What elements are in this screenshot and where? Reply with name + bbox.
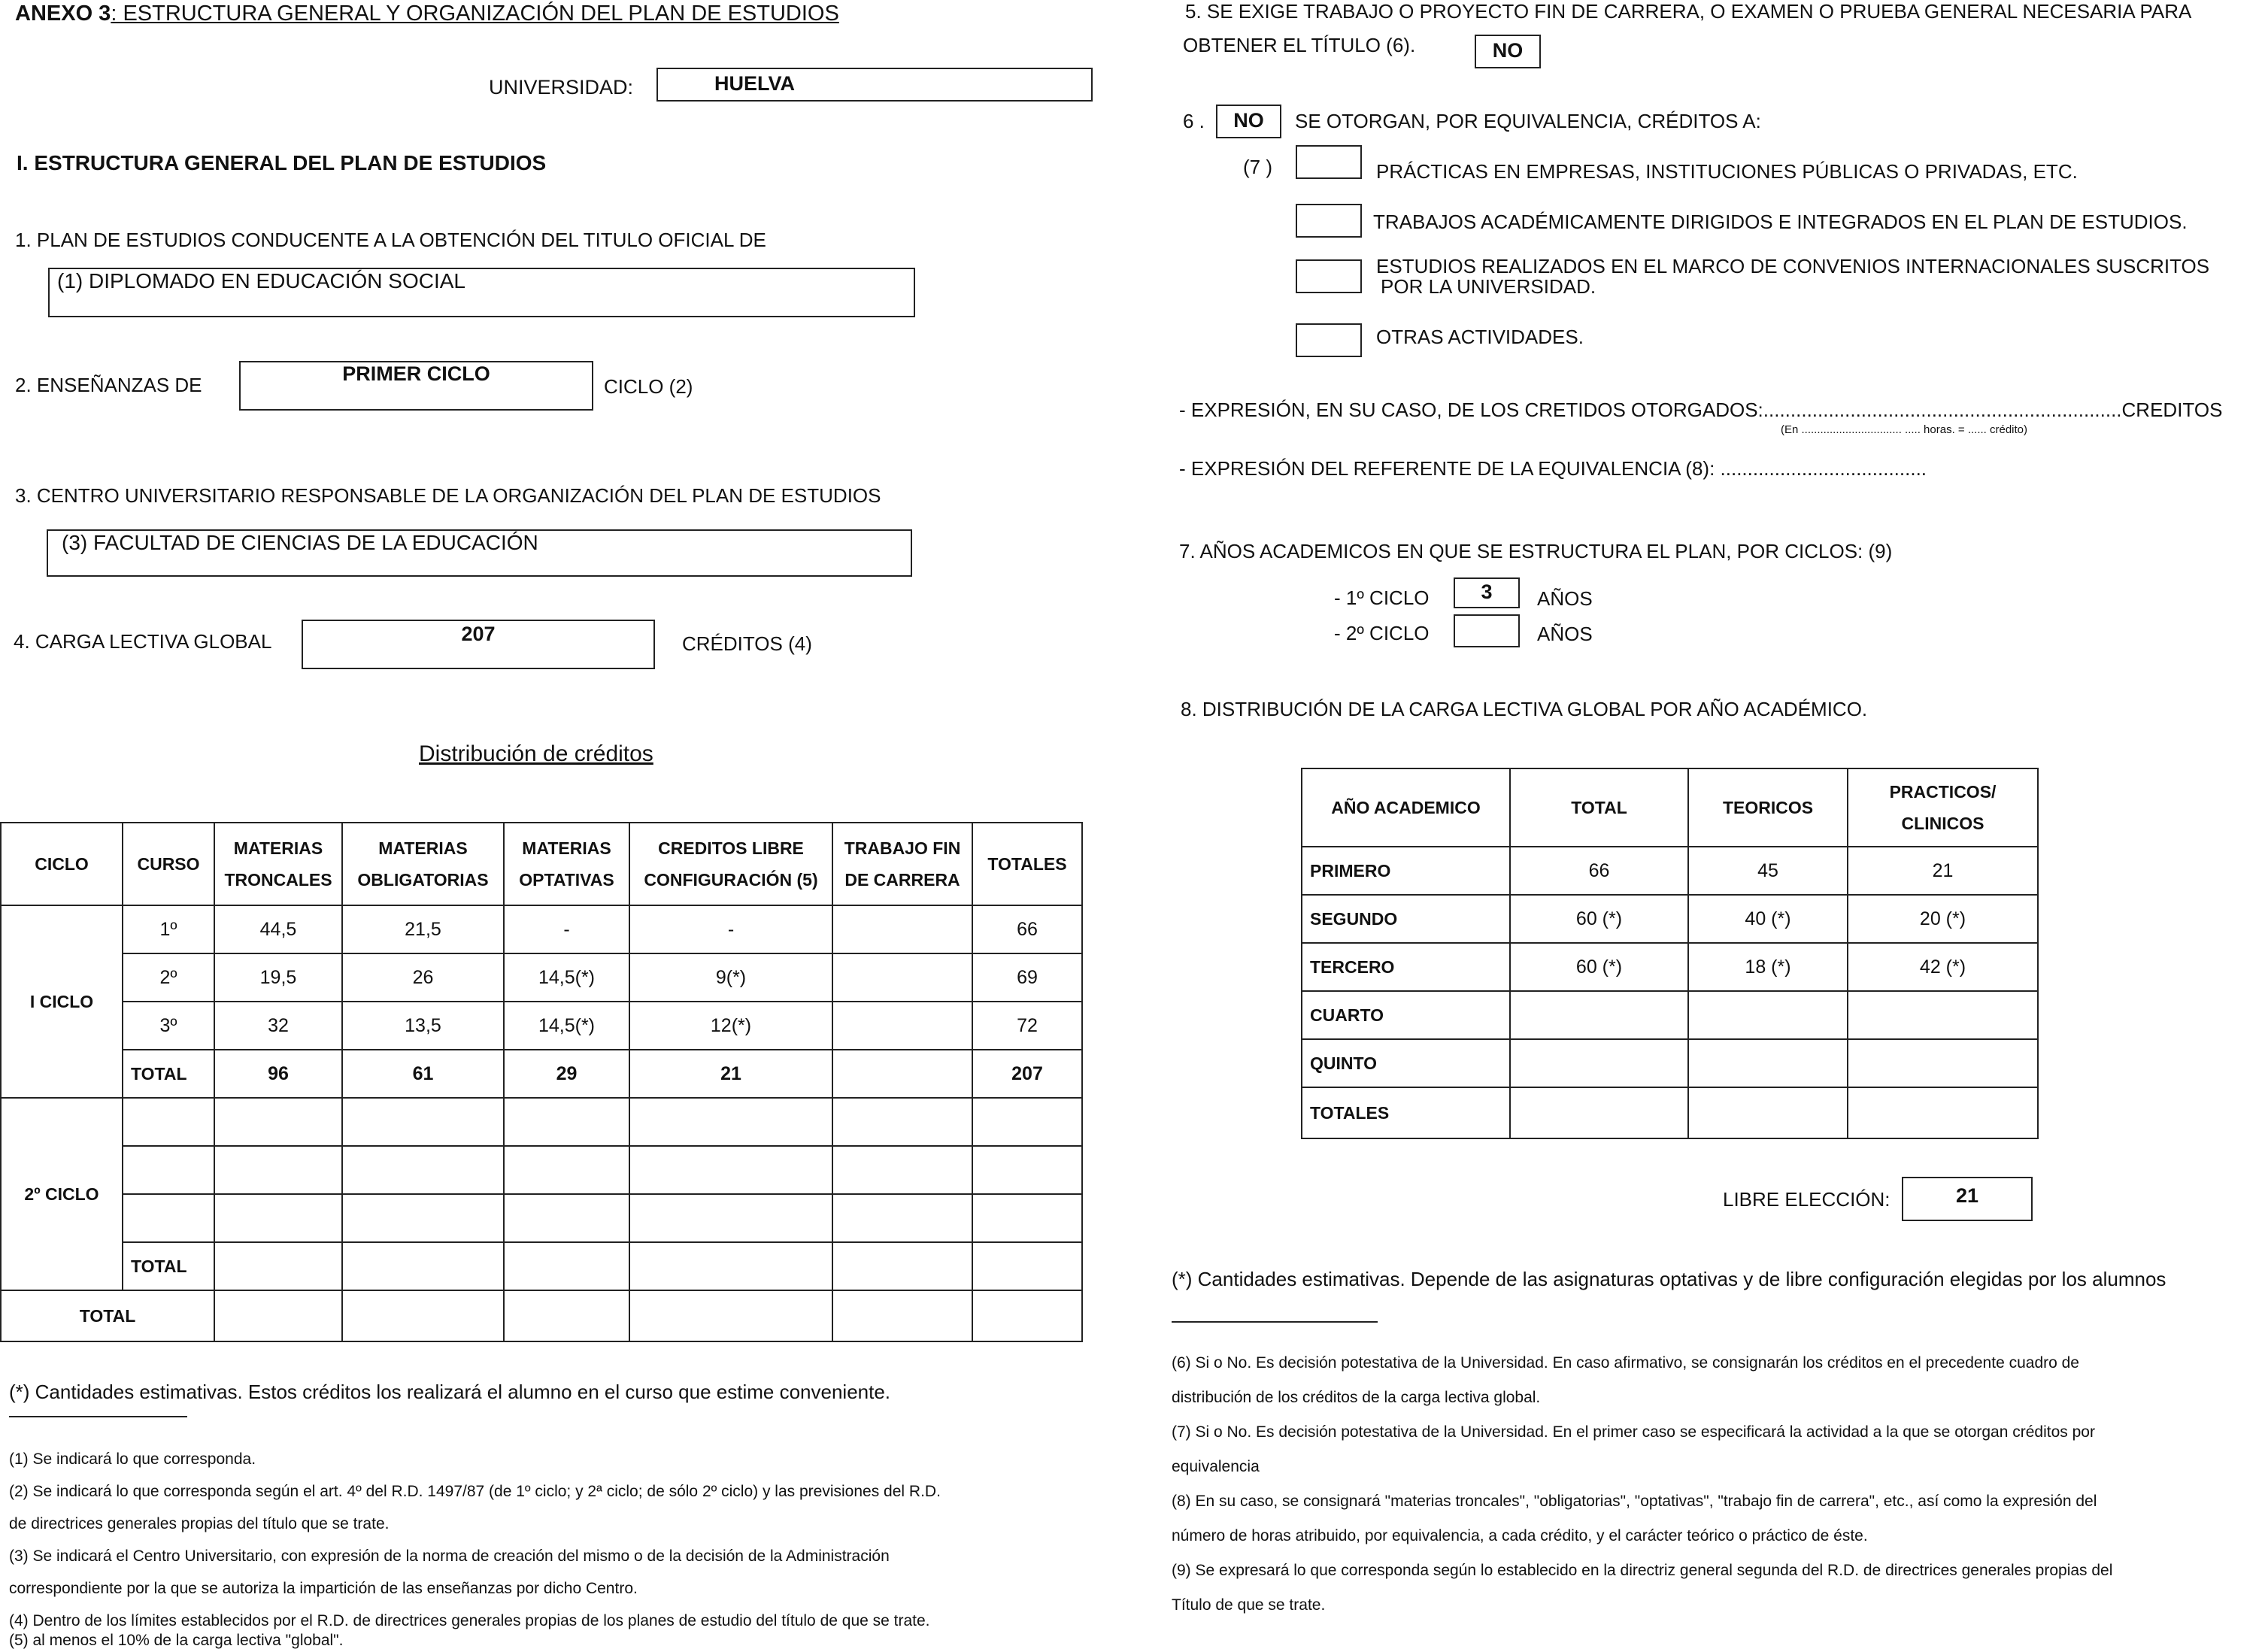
footnote: (6) Si o No. Es decisión potestativa de la Universidad. En caso afirmativo, se consignarán los créditos en el precedente cuadro de	[1172, 1354, 2079, 1372]
cell	[1510, 1039, 1688, 1087]
item6-ref7: (7 )	[1243, 156, 1272, 178]
cell	[1510, 1087, 1688, 1138]
item4-label: 4. CARGA LECTIVA GLOBAL	[14, 630, 272, 653]
footnote: (5) al menos el 10% de la carga lectiva "global".	[9, 1632, 344, 1649]
cell: 9(*)	[629, 953, 832, 1002]
cell: 1º	[123, 905, 214, 953]
item3-field	[47, 529, 912, 577]
option1-label: PRÁCTICAS EN EMPRESAS, INSTITUCIONES PÚBLICAS O PRIVADAS, ETC.	[1376, 160, 2078, 183]
cell: 21	[1848, 847, 2038, 895]
table-row	[1, 1002, 1082, 1050]
item5-field	[1475, 35, 1541, 68]
footnote: correspondiente por la que se autoriza la impartición de las enseñanzas por dicho Centro.	[9, 1580, 638, 1597]
option2-label: TRABAJOS ACADÉMICAMENTE DIRIGIDOS E INTEGRADOS EN EL PLAN DE ESTUDIOS.	[1373, 211, 2188, 233]
item8-note: (*) Cantidades estimativas. Depende de las asignaturas optativas y de libre configuración elegidas por los alumnos	[1172, 1268, 2166, 1290]
cell: 12(*)	[629, 1002, 832, 1050]
item2-field	[239, 361, 593, 411]
item7-label: 7. AÑOS ACADEMICOS EN QUE SE ESTRUCTURA EL PLAN, POR CICLOS: (9)	[1179, 540, 1893, 562]
cell: 45	[1688, 847, 1848, 895]
footnote: (8) En su caso, se consignará "materias troncales", "obligatorias", "optativas", "trabajo fin de carrera", etc., así como la expresión del	[1172, 1493, 2097, 1510]
ciclo2-years-field	[1454, 614, 1520, 647]
cell: 96	[214, 1050, 342, 1098]
item5-value: NO	[1492, 39, 1524, 62]
cell: -	[504, 905, 629, 953]
footnote: número de horas atribuido, por equivalencia, a cada crédito, y el carácter teórico o práctico de éste.	[1172, 1527, 1868, 1544]
cell	[1848, 1039, 2038, 1087]
annex-label: ANEXO 3	[15, 2, 111, 26]
cell	[1688, 1087, 1848, 1138]
table-row	[1302, 895, 2038, 943]
footnote: distribución de los créditos de la carga lectiva global.	[1172, 1389, 1541, 1406]
cell: SEGUNDO	[1302, 895, 1510, 943]
option3-label-a: ESTUDIOS REALIZADOS EN EL MARCO DE CONVENIOS INTERNACIONALES SUSCRITOS	[1376, 255, 2210, 277]
item2-suffix: CICLO (2)	[604, 375, 693, 398]
cell: 3º	[123, 1002, 214, 1050]
option1-checkbox[interactable]	[1296, 145, 1362, 179]
cell: 13,5	[342, 1002, 504, 1050]
item2-value: PRIMER CICLO	[342, 362, 490, 385]
ciclo1-label: I CICLO	[1, 905, 123, 1098]
col-total: TOTAL	[1510, 768, 1688, 847]
cell: 32	[214, 1002, 342, 1050]
distribution-title: Distribución de créditos	[419, 741, 653, 766]
cell: 42 (*)	[1848, 943, 2038, 991]
footnote: de directrices generales propias del título que se trate.	[9, 1515, 390, 1532]
cell: TOTAL	[123, 1050, 214, 1098]
item8-label: 8. DISTRIBUCIÓN DE LA CARGA LECTIVA GLOBAL POR AÑO ACADÉMICO.	[1181, 698, 1868, 720]
expression-referente: - EXPRESIÓN DEL REFERENTE DE LA EQUIVALENCIA (8): ......................................	[1179, 457, 1927, 480]
item5-line1: 5. SE EXIGE TRABAJO O PROYECTO FIN DE CARRERA, O EXAMEN O PRUEBA GENERAL NECESARIA PARA	[1185, 0, 2192, 23]
cell: 14,5(*)	[504, 1002, 629, 1050]
cell: 20 (*)	[1848, 895, 2038, 943]
cell: 60 (*)	[1510, 895, 1688, 943]
footnote: equivalencia	[1172, 1458, 1260, 1475]
annex-title: : ESTRUCTURA GENERAL Y ORGANIZACIÓN DEL PLAN DE ESTUDIOS	[111, 2, 839, 26]
cell: 72	[972, 1002, 1082, 1050]
footnote-divider-left	[9, 1416, 187, 1417]
cell: 21	[629, 1050, 832, 1098]
cell: TOTALES	[1302, 1087, 1510, 1138]
cell: 18 (*)	[1688, 943, 1848, 991]
cell	[1510, 991, 1688, 1039]
university-field	[656, 68, 1093, 102]
university-value: HUELVA	[714, 72, 795, 95]
footnote: (2) Se indicará lo que corresponda según el art. 4º del R.D. 1497/87 (de 1º ciclo; y 2ª ciclo; de sólo 2º ciclo) y las previsiones del R.D.	[9, 1483, 941, 1500]
option4-label: OTRAS ACTIVIDADES.	[1376, 326, 1584, 348]
footnote: (1) Se indicará lo que corresponda.	[9, 1450, 256, 1468]
ciclo2-years-label: - 2º CICLO	[1334, 622, 1430, 644]
cell: 29	[504, 1050, 629, 1098]
cell	[1688, 991, 1848, 1039]
col-libre-config: CREDITOS LIBRE CONFIGURACIÓN (5)	[629, 823, 832, 905]
item4-value: 207	[461, 623, 496, 645]
item2-label: 2. ENSEÑANZAS DE	[15, 374, 202, 396]
cell: 60 (*)	[1510, 943, 1688, 991]
item6-num: 6 .	[1183, 110, 1205, 132]
footnote-divider-right	[1172, 1321, 1378, 1323]
col-ano-academico: AÑO ACADEMICO	[1302, 768, 1510, 847]
cell: 14,5(*)	[504, 953, 629, 1002]
distribution-header-row	[1, 823, 1082, 905]
table-row	[1, 1146, 1082, 1194]
libre-eleccion-field	[1902, 1177, 2033, 1221]
ciclo2-years-unit: AÑOS	[1537, 623, 1593, 645]
option2-checkbox[interactable]	[1296, 204, 1362, 238]
table-row	[1302, 991, 2038, 1039]
cell: 26	[342, 953, 504, 1002]
footnote: (9) Se expresará lo que corresponda según lo establecido en la directriz general segunda del R.D. de directrices generales propias del	[1172, 1562, 2113, 1579]
col-curso: CURSO	[123, 823, 214, 905]
item1-field	[48, 268, 915, 317]
item1-value: (1) DIPLOMADO EN EDUCACIÓN SOCIAL	[57, 269, 465, 293]
cell: TERCERO	[1302, 943, 1510, 991]
item6-label: SE OTORGAN, POR EQUIVALENCIA, CRÉDITOS A:	[1295, 110, 1761, 132]
col-teoricos: TEORICOS	[1688, 768, 1848, 847]
table-row	[1, 1242, 1082, 1290]
cell: CUARTO	[1302, 991, 1510, 1039]
cell: 21,5	[342, 905, 504, 953]
libre-eleccion-value: 21	[1955, 1184, 1979, 1207]
cell	[832, 905, 972, 953]
footnote: Título de que se trate.	[1172, 1596, 1326, 1614]
cell	[1688, 1039, 1848, 1087]
grand-total-label: TOTAL	[1, 1290, 214, 1341]
col-ciclo: CICLO	[1, 823, 123, 905]
ciclo2-total-label: TOTAL	[123, 1242, 214, 1290]
item6-value: NO	[1233, 109, 1264, 132]
annex-heading	[15, 2, 839, 26]
option4-checkbox[interactable]	[1296, 323, 1362, 357]
cell: PRIMERO	[1302, 847, 1510, 895]
cell	[1848, 1087, 2038, 1138]
table-row	[1302, 847, 2038, 895]
table-row	[1, 1098, 1082, 1146]
academic-header-row	[1302, 768, 2038, 847]
footnote: (7) Si o No. Es decisión potestativa de la Universidad. En el primer caso se especificará la actividad a la que se otorgan créditos por	[1172, 1423, 2095, 1441]
section-title: I. ESTRUCTURA GENERAL DEL PLAN DE ESTUDIOS	[17, 151, 547, 174]
table-row	[1, 905, 1082, 953]
cell	[832, 1050, 972, 1098]
cell	[1848, 991, 2038, 1039]
cell: QUINTO	[1302, 1039, 1510, 1087]
item4-field	[302, 620, 655, 669]
item3-value: (3) FACULTAD DE CIENCIAS DE LA EDUCACIÓN	[62, 531, 538, 554]
col-practicos: PRACTICOS/ CLINICOS	[1848, 768, 2038, 847]
item5-line2: OBTENER EL TÍTULO (6).	[1183, 34, 1416, 56]
col-troncales: MATERIAS TRONCALES	[214, 823, 342, 905]
col-obligatorias: MATERIAS OBLIGATORIAS	[342, 823, 504, 905]
table-row	[1, 1194, 1082, 1242]
col-totales: TOTALES	[972, 823, 1082, 905]
table-row	[1, 953, 1082, 1002]
academic-year-table	[1301, 768, 2039, 1139]
cell: 66	[1510, 847, 1688, 895]
expression-credits: - EXPRESIÓN, EN SU CASO, DE LOS CRETIDOS OTORGADOS:..................................................................CREDITOS	[1179, 399, 2223, 421]
ciclo1-years-value: 3	[1481, 580, 1493, 603]
ciclo1-years-field	[1454, 577, 1520, 608]
distribution-note: (*) Cantidades estimativas. Estos créditos los realizará el alumno en el curso que estime conveniente.	[9, 1381, 891, 1403]
cell	[832, 953, 972, 1002]
item4-suffix: CRÉDITOS (4)	[682, 632, 812, 655]
table-row	[1302, 1039, 2038, 1087]
cell: 69	[972, 953, 1082, 1002]
cell: 44,5	[214, 905, 342, 953]
cell: 40 (*)	[1688, 895, 1848, 943]
table-row-total	[1, 1050, 1082, 1098]
item1-label: 1. PLAN DE ESTUDIOS CONDUCENTE A LA OBTENCIÓN DEL TITULO OFICIAL DE	[15, 229, 766, 251]
cell: 207	[972, 1050, 1082, 1098]
col-optativas: MATERIAS OPTATIVAS	[504, 823, 629, 905]
university-label: UNIVERSIDAD:	[489, 76, 634, 99]
cell: -	[629, 905, 832, 953]
expression-credits-hours: (En ................................ ..... horas. = ...... crédito)	[1781, 423, 2028, 436]
table-row	[1302, 1087, 2038, 1138]
item3-label: 3. CENTRO UNIVERSITARIO RESPONSABLE DE LA ORGANIZACIÓN DEL PLAN DE ESTUDIOS	[15, 484, 881, 507]
cell: 66	[972, 905, 1082, 953]
cell: 19,5	[214, 953, 342, 1002]
footnote: (4) Dentro de los límites establecidos por el R.D. de directrices generales propias de los planes de estudio del título de que se trate.	[9, 1612, 930, 1629]
col-trabajo-fin: TRABAJO FIN DE CARRERA	[832, 823, 972, 905]
table-row-grand-total	[1, 1290, 1082, 1341]
option3-checkbox[interactable]	[1296, 259, 1362, 293]
libre-eleccion-label: LIBRE ELECCIÓN:	[1723, 1188, 1891, 1211]
cell: 61	[342, 1050, 504, 1098]
option3-label-b: POR LA UNIVERSIDAD.	[1381, 275, 1596, 298]
cell	[832, 1002, 972, 1050]
table-row	[1302, 943, 2038, 991]
footnote: (3) Se indicará el Centro Universitario, con expresión de la norma de creación del mismo o de la decisión de la Administración	[9, 1547, 890, 1565]
ciclo1-years-unit: AÑOS	[1537, 587, 1593, 610]
distribution-table	[0, 822, 1083, 1342]
item6-field	[1216, 105, 1281, 138]
ciclo1-years-label: - 1º CICLO	[1334, 587, 1430, 609]
cell: 2º	[123, 953, 214, 1002]
ciclo2-label: 2º CICLO	[1, 1098, 123, 1290]
